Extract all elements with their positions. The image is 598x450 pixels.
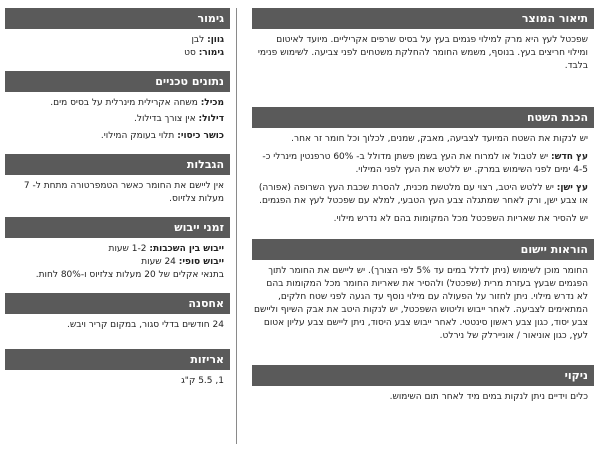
finish-color-row — [7, 34, 224, 47]
binder-label: מכיל: — [200, 98, 224, 108]
section-finish — [5, 8, 230, 62]
section-drying — [5, 217, 230, 284]
dilution-label: דילול: — [198, 114, 224, 124]
surface-prep-general: יש לנקות את השטח המיועד לצביעה, מאבק, שמנים, לכלוך וכל חומר זר אחר. — [291, 134, 588, 144]
section-title: תיאור המוצר — [252, 8, 594, 29]
main-column — [252, 8, 594, 413]
section-application — [252, 239, 594, 356]
drying-final-value: 24 שעות — [141, 257, 176, 267]
section-cleaning — [252, 365, 594, 404]
section-packaging — [5, 349, 230, 388]
binder-row — [7, 97, 224, 110]
section-surface-prep — [252, 107, 594, 230]
old-wood-label: עץ ישן: — [556, 183, 588, 193]
storage-text: 24 חודשים בדלי סגור, במקום קריר ויבש. — [67, 320, 224, 330]
surface-prep-old-wood — [254, 182, 588, 208]
surface-prep-residue: יש להסיר את שאריות השפכטל מכל המקומות בהם לא נדרש מילוי. — [333, 214, 588, 224]
section-title: הכנת השטח — [252, 107, 594, 128]
drying-conditions: בתנאי אקלים של 20 מעלות צלזיוס ו-80% לחות. — [35, 270, 224, 280]
section-product-description — [252, 8, 594, 98]
coverage-value: תלוי בעומק המילוי. — [100, 131, 175, 141]
section-title: הוראות יישום — [252, 239, 594, 260]
new-wood-label: עץ חדש: — [551, 152, 588, 162]
finish-label: גימור: — [198, 48, 224, 58]
section-title: גימור — [5, 8, 230, 29]
section-storage — [5, 293, 230, 340]
drying-between-value: 1-2 שעות — [108, 244, 147, 254]
section-title: אריזות — [5, 349, 230, 370]
drying-final-label: ייבוש סופי: — [178, 257, 224, 267]
dilution-row — [7, 113, 224, 126]
drying-final-row — [7, 256, 224, 269]
surface-prep-new-wood — [254, 151, 588, 177]
limitations-text: אין ליישם את החומר כאשר הטמפרטורה מתחת ל- 7 מעלות צלזיוס. — [23, 181, 224, 204]
product-description-text: שפכטל לעץ היא מרק למילוי פגמים בעץ על בסיס שרפים אקריליים. מיועד לאיטום ומילוי חריצים בעץ. בנוסף, משמש החומר להחלקת משטחים לפני צביעה. לשימוש פנימי בלבד. — [257, 35, 588, 71]
section-title: הגבלות — [5, 154, 230, 175]
section-limitations — [5, 154, 230, 208]
section-title: זמני ייבוש — [5, 217, 230, 238]
finish-value: סט — [184, 48, 196, 58]
drying-between-label: ייבוש בין השכבות: — [149, 244, 224, 254]
color-label: גוון: — [207, 35, 224, 45]
finish-type-row — [7, 47, 224, 60]
section-title: נתונים טכניים — [5, 71, 230, 92]
binder-value: משחה אקרילית מינרלית על בסיס מים. — [50, 98, 198, 108]
packaging-text: 1, 5.5 ק"ג — [181, 376, 224, 386]
coverage-label: כושר כיסוי: — [177, 131, 224, 141]
section-title: ניקוי — [252, 365, 594, 386]
section-tech-data — [5, 71, 230, 145]
column-divider — [236, 8, 237, 444]
section-title: אחסנה — [5, 293, 230, 314]
side-column — [5, 8, 230, 397]
application-text: החומר מוכן לשימוש (ניתן לדלל במים עד 5% לפי הצורך). יש ליישם את החומר לתוך הפגמים שבעץ בעזרת מרית (שפכטל) ולהסיר את שאריות החומר מכל המקומות בהם לא נדרש מילוי. ניתן לחזור על הפעולה עם מילוי נוסף עד הגעה לפני שטח חלקים, המתאימים לצביעה. לאחר ייבוש וליטוש השפכטל, יש לנקות היטב את אבק השיוף וליישם צבע יסוד, כגון צבע ראשון סינטטי. לאחר ייבוש צבע היסוד, ניתן ליישם צבע עליון אטום לעץ, כגון אוניאור / אוניירלק של נירלט. — [254, 266, 588, 341]
drying-between-row — [7, 243, 224, 256]
old-wood-text: יש ללטש היטב, רצוי עם מלטשת מכנית, להסרת שכבת העץ השרופה (אפורה) או צבע ישן, ורק לאחר שמתגלה צבע העץ הטבעי, למלא עם שפכטל לעץ את הפגמים. — [258, 183, 588, 206]
coverage-row — [7, 130, 224, 143]
color-value: לבן — [191, 35, 205, 45]
new-wood-text: יש לטבול או למרוח את העץ בשמן פשתן מדולל ב- 60% טרפנטין מינרלי כ- 4-5 ימים לפני השימוש במרק. יש ללטש את העץ לפני המילוי. — [262, 152, 588, 175]
cleaning-text: כלים וידיים ניתן לנקות במים מיד לאחר תום השימוש. — [389, 392, 588, 402]
dilution-value: אין צורך בדילול. — [134, 114, 196, 124]
